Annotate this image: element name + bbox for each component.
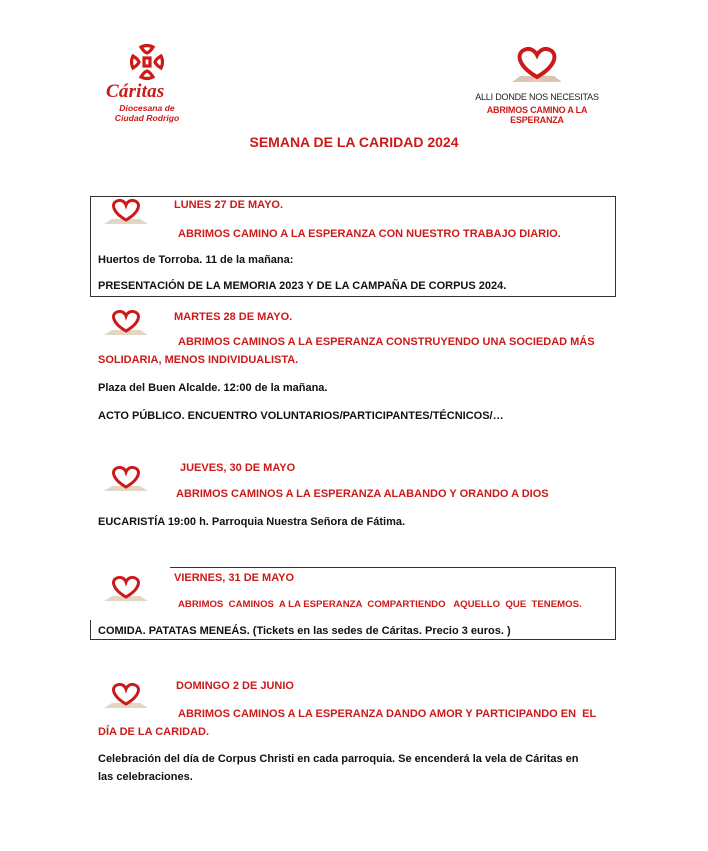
day-theme: ABRIMOS CAMINOS A LA ESPERANZA COMPARTIENDO AQUELLO QUE TENEMOS.	[178, 599, 582, 610]
day-detail: ACTO PÚBLICO. ENCUENTRO VOLUNTARIOS/PARTICIPANTES/TÉCNICOS/…	[98, 410, 504, 422]
caritas-name: Cáritas	[106, 81, 165, 102]
day-date: LUNES 27 DE MAYO.	[174, 199, 284, 211]
caritas-logo	[96, 44, 206, 124]
day-detail-line1: Celebración del día de Corpus Christi en cada parroquia. Se encenderá la vela de Cáritas en	[98, 753, 579, 765]
day-detail: PRESENTACIÓN DE LA MEMORIA 2023 Y DE LA CAMPAÑA DE CORPUS 2024.	[98, 280, 507, 292]
day-date: JUEVES, 30 DE MAYO	[180, 462, 296, 474]
campaign-line2: ABRIMOS CAMINO A LA ESPERANZA	[486, 105, 588, 125]
heart-icon	[100, 682, 152, 712]
caritas-cross-icon	[130, 44, 164, 80]
day-box-friday-left	[90, 620, 91, 640]
campaign-line1: ALLI DONDE NOS NECESITAS	[475, 92, 599, 102]
day-date: DOMINGO 2 DE JUNIO	[176, 680, 294, 692]
day-date: VIERNES, 31 DE MAYO	[174, 572, 295, 584]
day-detail: COMIDA. PATATAS MENEÁS. (Tickets en las sedes de Cáritas. Precio 3 euros. )	[98, 625, 511, 637]
day-theme-line2: SOLIDARIA, MENOS INDIVIDUALISTA.	[98, 354, 299, 366]
day-detail: EUCARISTÍA 19:00 h. Parroquia Nuestra Señora de Fátima.	[98, 516, 406, 528]
day-box-friday-bottom	[90, 639, 616, 640]
day-date: MARTES 28 DE MAYO.	[174, 311, 293, 323]
day-theme-line1: ABRIMOS CAMINOS A LA ESPERANZA CONSTRUYENDO UNA SOCIEDAD MÁS	[178, 336, 595, 348]
heart-icon	[100, 198, 152, 228]
caritas-sub-line2: Ciudad Rodrigo	[114, 113, 180, 123]
day-place: Huertos de Torroba. 11 de la mañana:	[98, 254, 294, 266]
day-theme: ABRIMOS CAMINOS A LA ESPERANZA ALABANDO Y ORANDO A DIOS	[176, 488, 549, 500]
day-theme: ABRIMOS CAMINO A LA ESPERANZA CON NUESTRO TRABAJO DIARIO.	[178, 228, 561, 240]
heart-road-icon	[508, 44, 566, 88]
heart-icon	[100, 309, 152, 339]
day-place: Plaza del Buen Alcalde. 12:00 de la mañana.	[98, 382, 328, 394]
heart-icon	[100, 575, 152, 605]
caritas-sub-line1: Diocesana de	[119, 103, 175, 113]
campaign-logo	[468, 44, 616, 124]
heart-icon	[100, 465, 152, 495]
day-detail-line2: las celebraciones.	[98, 771, 193, 783]
page-title: SEMANA DE LA CARIDAD 2024	[249, 134, 459, 150]
day-theme-line2: DÍA DE LA CARIDAD.	[98, 726, 210, 738]
day-theme-line1: ABRIMOS CAMINOS A LA ESPERANZA DANDO AMOR Y PARTICIPANDO EN EL	[178, 708, 597, 720]
